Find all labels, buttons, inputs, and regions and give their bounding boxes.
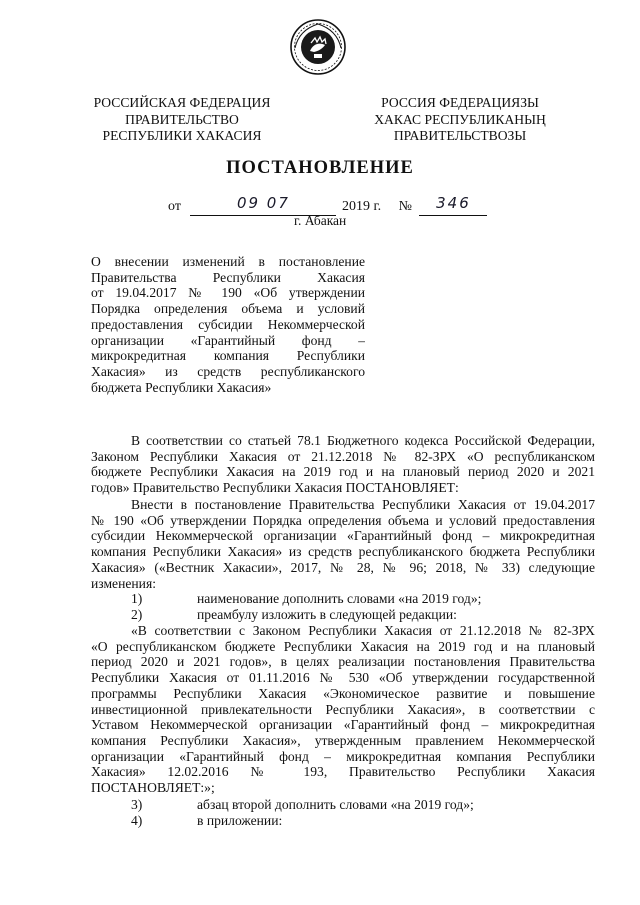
- header-left: [82, 95, 282, 145]
- list-item-text: наименование дополнить словами «на 2019 год»;: [197, 591, 482, 606]
- body-line: субсидии Некоммерческой организации «Гарантийный фонд – микрокредитная: [91, 528, 595, 544]
- header-left-line: РЕСПУБЛИКИ ХАКАСИЯ: [102, 128, 262, 143]
- list-item-number: 2): [131, 606, 143, 622]
- list-item-text: в приложении:: [197, 812, 283, 828]
- list-item-number: 3): [131, 797, 143, 812]
- date-prefix: от: [168, 199, 181, 214]
- list-item-text: абзац второй дополнить словами «на 2019 год»;: [197, 797, 474, 812]
- year-label: 2019 г.: [341, 199, 382, 214]
- list-item-number: 4): [131, 812, 143, 828]
- paragraph-amendment: [91, 497, 595, 591]
- city-label: г. Абакан: [294, 213, 347, 228]
- body-line: компания Республики Хакасия» из средств республиканского бюджета Республики: [91, 544, 595, 560]
- number-field: [419, 196, 487, 216]
- body-line: В соответствии со статьей 78.1 Бюджетного кодекса Российской Федерации,: [131, 433, 595, 448]
- quote-line: Республики Хакасия от 01.11.2016 № 530 «Об утверждении государственной: [91, 670, 595, 686]
- header-right-line: РОССИЯ ФЕДЕРАЦИЯЗЫ: [381, 95, 539, 110]
- header-left-line: РОССИЙСКАЯ ФЕДЕРАЦИЯ: [93, 95, 271, 110]
- quote-line: организации «Гарантийный фонд – микрокредитная компания Республики: [91, 748, 595, 764]
- list-items-a: [91, 591, 595, 622]
- subject-line: организации «Гарантийный фонд –: [91, 332, 365, 348]
- subject-line: Порядка определения объема и условий: [91, 301, 365, 317]
- subject-line: Правительства Республики Хакасия: [91, 269, 365, 285]
- quote-line: ПОСТАНОВЛЯЕТ:»;: [91, 780, 215, 796]
- quote-line: Уставом Некоммерческой организации «Гарантийный фонд – микрокредитная: [91, 717, 595, 733]
- quote-line: «В соответствии с Законом Республики Хакасия от 21.12.2018 № 82-ЗРХ: [131, 623, 595, 638]
- quote-line: инвестиционной привлекательности Республики Хакасия», в соответствии с: [91, 701, 595, 717]
- quoted-preamble: [91, 623, 595, 796]
- quote-line: компания Республики Хакасия», утвержденным правлением Некоммерческой: [91, 732, 595, 748]
- handwritten-date: 09 07: [236, 194, 290, 212]
- header-right-line: ХАКАС РЕСПУБЛИКАНЫҢ: [374, 111, 546, 127]
- body-line: № 190 «Об утверждении Порядка определения объема и условий предоставления: [91, 512, 595, 528]
- header-left-line: ПРАВИТЕЛЬСТВО: [125, 111, 239, 127]
- body-line: бюджете Республики Хакасия на 2019 год и на плановый период 2020 и 2021: [91, 464, 595, 480]
- list-items-b: [91, 797, 595, 828]
- coat-of-arms-icon: [289, 18, 347, 76]
- quote-line: программы Республики Хакасия «Экономическое развитие и повышение: [91, 685, 595, 701]
- list-item: [91, 813, 595, 829]
- subject-line: предоставления субсидии Некоммерческой: [91, 316, 365, 332]
- list-item: [91, 591, 595, 607]
- body-line: изменения:: [91, 575, 156, 591]
- document-title: ПОСТАНОВЛЕНИЕ: [226, 158, 414, 178]
- list-item-number: 1): [131, 591, 143, 606]
- handwritten-number: 346: [436, 194, 471, 212]
- body-line: Хакасия» («Вестник Хакасии», 2017, № 28, № 96; 2018, № 33) следующие: [91, 559, 595, 575]
- subject-line: микрокредитная компания Республики: [91, 348, 365, 364]
- subject-line: от 19.04.2017 № 190 «Об утверждении: [91, 285, 365, 301]
- header-right: [365, 95, 555, 145]
- body-line: годов» Правительство Республики Хакасия ПОСТАНОВЛЯЕТ:: [91, 480, 459, 496]
- list-item: [91, 797, 595, 813]
- quote-line: «О республиканском бюджете Республики Хакасия на 2019 год и на плановый: [91, 638, 595, 654]
- list-item: [91, 607, 595, 623]
- quote-line: период 2020 и 2021 годов», в целях реализации постановления Правительства: [91, 654, 595, 670]
- subject-line: О внесении изменений в постановление: [91, 254, 365, 269]
- list-item-text: преамбулу изложить в следующей редакции:: [197, 606, 457, 622]
- subject-line: бюджета Республики Хакасия»: [91, 379, 272, 395]
- body-line: Законом Республики Хакасия от 21.12.2018 № 82-ЗРХ «О республиканском: [91, 448, 595, 464]
- paragraph-preamble: [91, 433, 595, 496]
- header-right-line: ПРАВИТЕЛЬСТВОЗЫ: [393, 128, 527, 143]
- body-line: Внести в постановление Правительства Республики Хакасия от 19.04.2017: [131, 497, 595, 512]
- subject-block: [91, 254, 365, 395]
- quote-line: Хакасия» 12.02.2016 № 193, Правительство Республики Хакасия: [91, 764, 595, 780]
- subject-line: Хакасия» из средств республиканского: [91, 363, 365, 379]
- number-sign: №: [398, 199, 412, 214]
